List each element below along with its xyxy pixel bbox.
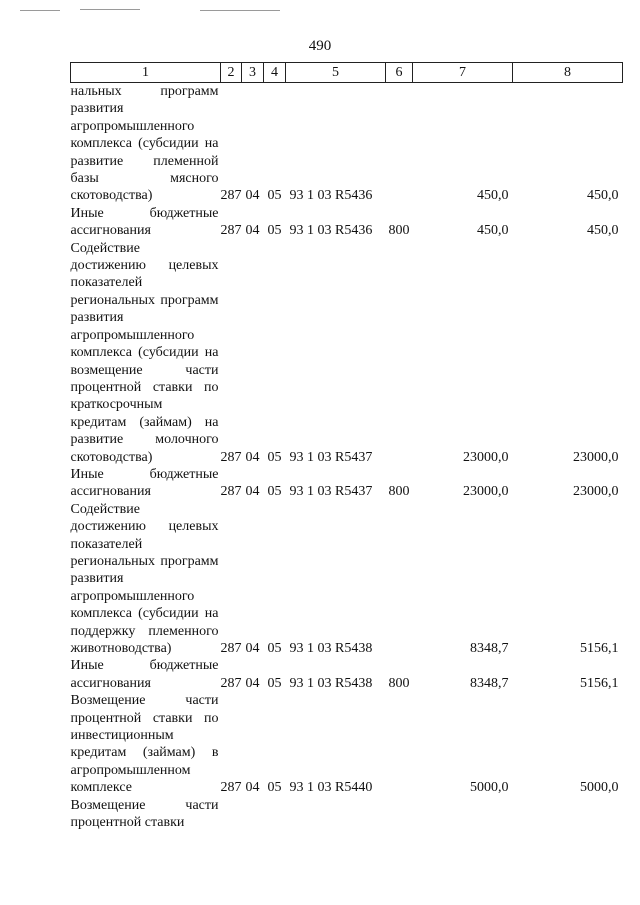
row-target-article xyxy=(286,797,386,832)
row-amount-col8: 23000,0 xyxy=(573,484,619,500)
row-amount-col7: 5000,0 xyxy=(470,780,509,796)
row-ministry-code: 287 xyxy=(220,449,242,465)
row-ministry-code: 287 xyxy=(220,484,242,500)
row-amount-col7: 450,0 xyxy=(477,188,509,204)
row-amount-col7: 8348,7 xyxy=(470,675,509,691)
column-header: 7 xyxy=(413,63,513,83)
row-section-code: 04 xyxy=(245,223,260,239)
row-subsection-code: 05 xyxy=(267,223,282,239)
row-section-code: 04 xyxy=(245,484,260,500)
row-description: Возмещение части процентной ставки xyxy=(70,797,219,831)
table-row xyxy=(71,466,623,501)
row-subsection-code: 05 xyxy=(267,449,282,465)
table-header-row xyxy=(71,63,623,83)
row-expense-type xyxy=(386,83,413,205)
row-target-article: 93 1 03 R5436 xyxy=(289,188,373,204)
row-target-article: 93 1 03 R5440 xyxy=(289,780,373,796)
row-amount-col7: 23000,0 xyxy=(463,484,509,500)
row-subsection-code: 05 xyxy=(267,780,282,796)
table-row xyxy=(71,240,623,466)
row-amount-col8: 450,0 xyxy=(587,223,619,239)
row-ministry-code: 287 xyxy=(220,223,242,239)
column-header: 8 xyxy=(513,63,623,83)
row-ministry-code: 287 xyxy=(220,675,242,691)
row-subsection-code: 05 xyxy=(267,188,282,204)
row-description: нальных программ развития агропромышленного комплекса (субсидии на развитие племенной базы мясного скотоводства) xyxy=(70,84,219,204)
page-number: 490 xyxy=(308,38,332,54)
row-amount-col7 xyxy=(413,797,513,832)
budget-table xyxy=(70,62,623,831)
row-section-code: 04 xyxy=(245,449,260,465)
row-expense-type xyxy=(386,501,413,658)
row-subsection-code: 05 xyxy=(267,675,282,691)
row-amount-col8: 23000,0 xyxy=(573,449,619,465)
row-target-article: 93 1 03 R5437 xyxy=(289,484,373,500)
row-amount-col8: 5156,1 xyxy=(580,675,619,691)
row-target-article: 93 1 03 R5436 xyxy=(289,223,373,239)
scan-artifact xyxy=(200,10,280,11)
row-amount-col8: 450,0 xyxy=(587,188,619,204)
row-subsection-code: 05 xyxy=(267,484,282,500)
column-header: 6 xyxy=(386,63,413,83)
row-expense-type xyxy=(386,797,413,832)
row-expense-type: 800 xyxy=(388,223,410,239)
row-expense-type: 800 xyxy=(388,675,410,691)
row-target-article: 93 1 03 R5438 xyxy=(289,641,373,656)
row-subsection-code xyxy=(264,797,286,832)
row-expense-type xyxy=(386,692,413,796)
row-section-code: 04 xyxy=(245,188,260,204)
row-ministry-code xyxy=(221,797,242,832)
row-expense-type xyxy=(386,240,413,466)
row-ministry-code: 287 xyxy=(220,641,242,656)
row-description: Содействие достижению целевых показателей региональных программ развития агропромышленного комплекса (субсидии на поддержку племенного животноводства) xyxy=(70,501,219,656)
row-section-code: 04 xyxy=(245,675,260,691)
row-target-article: 93 1 03 R5438 xyxy=(289,675,373,691)
column-header: 1 xyxy=(71,63,221,83)
table-row xyxy=(71,83,623,205)
column-header: 2 xyxy=(221,63,242,83)
row-description: Иные бюджетные ассигнования xyxy=(70,658,219,691)
table-row xyxy=(71,692,623,796)
column-header: 5 xyxy=(286,63,386,83)
row-amount-col8: 5000,0 xyxy=(580,780,619,796)
row-expense-type: 800 xyxy=(388,484,410,500)
scan-artifact xyxy=(80,9,140,10)
row-target-article: 93 1 03 R5437 xyxy=(289,449,373,465)
scan-artifact xyxy=(20,10,60,11)
row-amount-col7: 8348,7 xyxy=(470,641,509,656)
row-description: Возмещение части процентной ставки по инвестиционным кредитам (займам) в агропромышленном комплексе xyxy=(70,693,219,796)
row-amount-col7: 450,0 xyxy=(477,223,509,239)
row-ministry-code: 287 xyxy=(220,780,242,796)
row-amount-col7: 23000,0 xyxy=(463,449,509,465)
row-amount-col8 xyxy=(513,797,623,832)
table-row xyxy=(71,501,623,658)
row-section-code xyxy=(242,797,264,832)
column-header: 3 xyxy=(242,63,264,83)
table-row xyxy=(71,205,623,240)
table-row xyxy=(71,657,623,692)
table-row xyxy=(71,797,623,832)
row-amount-col8: 5156,1 xyxy=(580,641,619,656)
row-description: Содействие достижению целевых показателей региональных программ развития агропромышленного комплекса (субсидии на возмещение части процентной ставки по краткосрочным кредитам (займам) на развитие молочного скотоводства) xyxy=(70,240,219,465)
row-section-code: 04 xyxy=(245,641,260,656)
row-description: Иные бюджетные ассигнования xyxy=(70,466,219,500)
row-subsection-code: 05 xyxy=(267,641,282,656)
row-description: Иные бюджетные ассигнования xyxy=(70,205,219,239)
row-section-code: 04 xyxy=(245,780,260,796)
column-header: 4 xyxy=(264,63,286,83)
row-ministry-code: 287 xyxy=(220,188,242,204)
